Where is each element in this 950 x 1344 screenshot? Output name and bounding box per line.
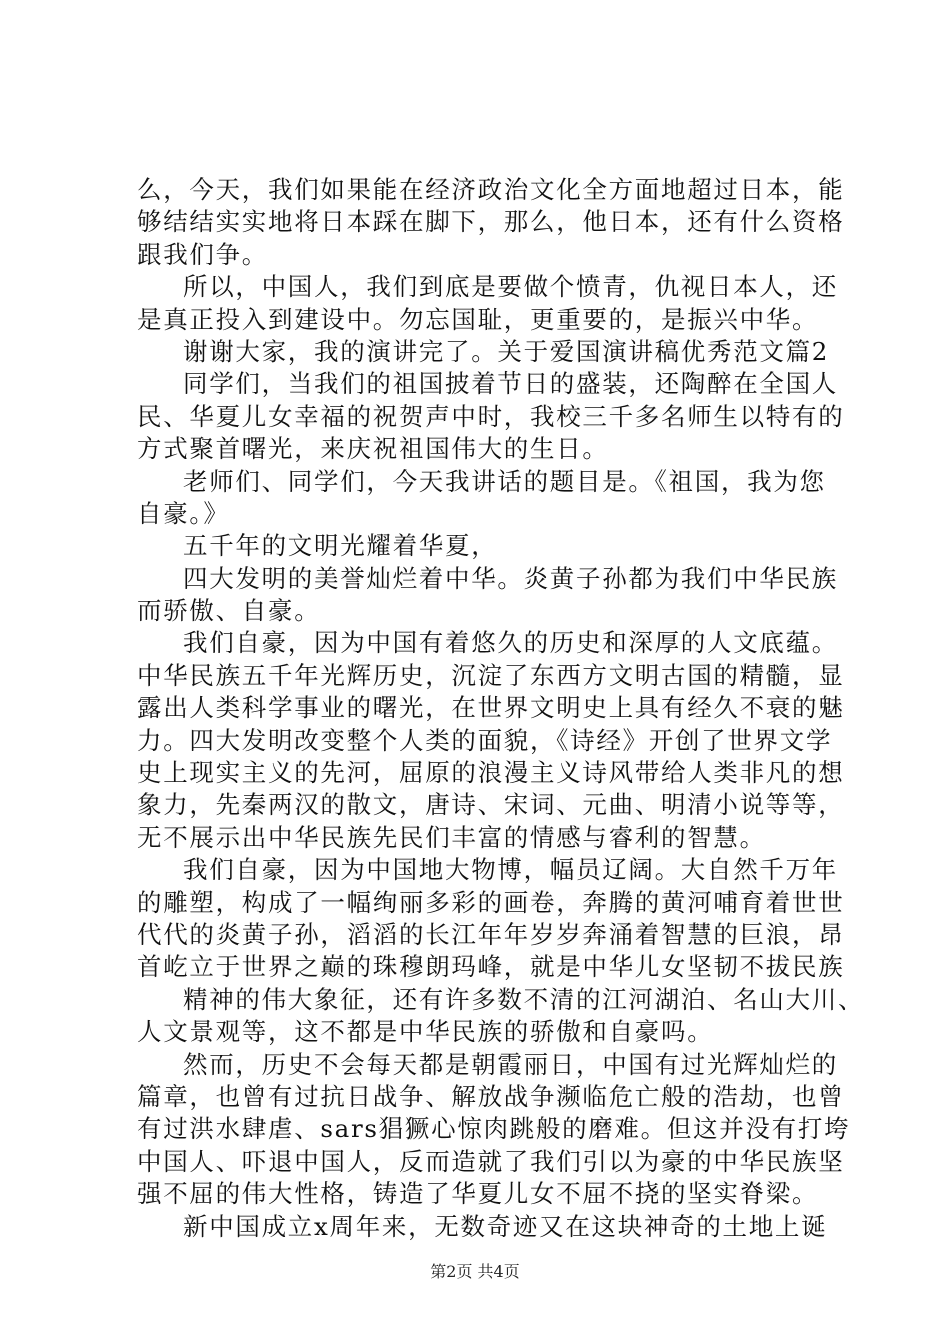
text-line: 中国人、吓退中国人，反而造就了我们引以为豪的中华民族坚 [137, 1146, 845, 1176]
text-line: 精神的伟大象征，还有许多数不清的江河湖泊、名山大川、 [183, 984, 865, 1014]
text-line: 我们自豪，因为中国有着悠久的历史和深厚的人文底蕴。 [183, 628, 838, 658]
text-line: 然而，历史不会每天都是朝霞丽日，中国有过光辉灿烂的 [183, 1049, 838, 1079]
text-line: 自豪。》 [137, 498, 230, 528]
text-line: 力。四大发明改变整个人类的面貌，《诗经》开创了世界文学 [137, 725, 833, 755]
text-line: 代代的炎黄子孙，滔滔的长江年年岁岁奔涌着智慧的巨浪，昂 [137, 919, 845, 949]
text-line: 老师们、同学们，今天我讲话的题目是。《祖国，我为您 [183, 466, 826, 496]
text-line: 强不屈的伟大性格，铸造了华夏儿女不屈不挠的坚实脊梁。 [137, 1179, 819, 1209]
text-line: 中华民族五千年光辉历史，沉淀了东西方文明古国的精髓，显 [137, 660, 845, 690]
text-line: 象力，先秦两汉的散文，唐诗、宋词、元曲、明清小说等等， [137, 790, 845, 820]
text-line: 露出人类科学事业的曙光，在世界文明史上具有经久不衰的魅 [137, 693, 845, 723]
text-line: 跟我们争。 [137, 239, 268, 269]
text-line: 的雕塑，构成了一幅绚丽多彩的画卷，奔腾的黄河哺育着世世 [137, 887, 845, 917]
text-line: 方式聚首曙光，来庆祝祖国伟大的生日。 [137, 434, 609, 464]
document-body [137, 174, 865, 1243]
text-line: 首屹立于世界之巅的珠穆朗玛峰，就是中华儿女坚韧不拔民族 [137, 952, 845, 982]
text-line: 而骄傲、自豪。 [137, 596, 321, 626]
text-line: 人文景观等，这不都是中华民族的骄傲和自豪吗。 [137, 1017, 714, 1047]
text-line: 无不展示出中华民族先民们丰富的情感与睿利的智慧。 [137, 822, 766, 852]
text-line: 史上现实主义的先河，屈原的浪漫主义诗风带给人类非凡的想 [137, 758, 845, 788]
text-line: 所以，中国人，我们到底是要做个愤青，仇视日本人，还 [183, 272, 838, 302]
text-line: 同学们，当我们的祖国披着节日的盛装，还陶醉在全国人 [183, 369, 838, 399]
page-footer: 第2页 共4页 [430, 1262, 520, 1281]
text-line: 够结结实实地将日本踩在脚下，那么，他日本，还有什么资格 [137, 207, 845, 237]
text-line: 民、华夏儿女幸福的祝贺声中时，我校三千多名师生以特有的 [137, 401, 845, 431]
text-line: 四大发明的美誉灿烂着中华。炎黄子孙都为我们中华民族 [183, 563, 838, 593]
text-line: 五千年的文明光耀着华夏， [183, 531, 498, 561]
text-line: 有过洪水肆虐、sars猖獗心惊肉跳般的磨难。但这并没有打垮 [137, 1114, 851, 1144]
text-line: 谢谢大家，我的演讲完了。关于爱国演讲稿优秀范文篇2 [183, 336, 830, 366]
text-line: 么，今天，我们如果能在经济政治文化全方面地超过日本，能 [137, 175, 845, 204]
text-line: 是真正投入到建设中。勿忘国耻，更重要的，是振兴中华。 [137, 304, 819, 334]
text-line: 新中国成立x周年来，无数奇迹又在这块神奇的土地上诞 [183, 1211, 828, 1241]
text-line: 篇章，也曾有过抗日战争、解放战争濒临危亡般的浩劫，也曾 [137, 1081, 845, 1111]
text-line: 我们自豪，因为中国地大物博，幅员辽阔。大自然千万年 [183, 855, 838, 885]
